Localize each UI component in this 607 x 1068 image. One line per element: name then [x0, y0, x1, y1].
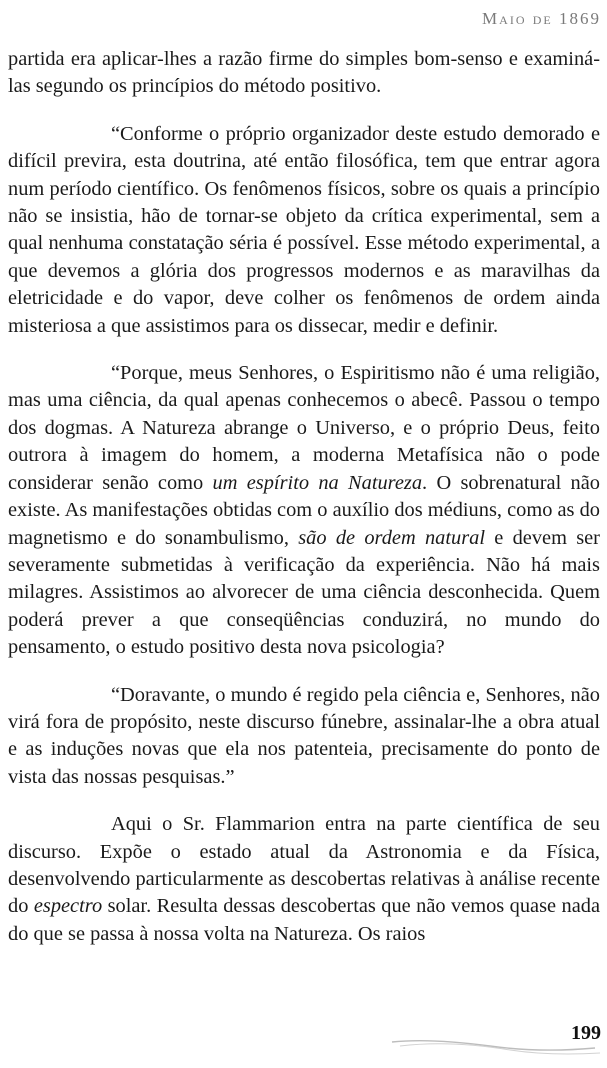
paragraph-text: “Conforme o próprio organizador deste estudo demorado e difícil previra, esta doutrina, até então filosófica, tem que entrar agora num período científico. Os fenômenos físicos, sobre os quais a princípio não se insistia, hão de tornar-se objeto da crítica experimental, sem a qual nenhuma constatação séria é possível. Esse método experimental, a que devemos a glória dos progressos modernos e as maravilhas da eletricidade e do vapor, deve colher os fenômenos de ordem ainda misteriosa a que assistimos para os dissecar, medir e definir. — [8, 122, 600, 337]
page-number: 199 — [571, 1022, 601, 1044]
page-body — [8, 46, 600, 948]
paragraph-narration — [8, 811, 600, 948]
paragraph-text: e devem ser severamente submetidas à verificação da experiência. Não há mais milagres. Assistimos ao alvorecer de uma ciência desconhecida. Quem poderá prever a que conseqüências conduzirá, no mundo do pensamento, o estudo positivo desta nova psicologia? — [8, 526, 600, 659]
paragraph-text: “Porque, meus Senhores, o Espiritismo não é uma religião, mas uma ciência, da qual apenas conhecemos o abecê. Passou o tempo dos dogmas. A Natureza abrange o Universo, e o próprio Deus, feito outrora à imagem do homem, a moderna Metafísica não o pode considerar senão como — [8, 362, 600, 494]
italic-phrase: um espírito na Natureza — [212, 471, 423, 494]
paragraph-quote-science — [8, 360, 600, 661]
paragraph-continuation — [8, 46, 600, 101]
paragraph-quote-world — [8, 682, 600, 792]
paragraph-quote-method — [8, 121, 600, 340]
italic-phrase: são de ordem natural — [298, 526, 485, 549]
paragraph-text: . O sobrenatural não existe. As manifestações obtidas com o auxílio dos médiuns, como as do magnetismo e do sonambulismo, — [8, 471, 600, 549]
running-header: Maio de 1869 — [482, 9, 601, 28]
paragraph-text: partida era aplicar-lhes a razão firme do simples bom-senso e examiná-las segundo os princípios do método positivo. — [8, 48, 600, 98]
italic-phrase: espectro — [33, 895, 103, 918]
paragraph-text: Aqui o Sr. Flammarion entra na parte científica de seu discurso. Expõe o estado atual da Astronomia e da Física, desenvolvendo particularmente as descobertas relativas à análise recente do — [8, 813, 600, 918]
paragraph-text: solar. Resulta dessas descobertas que não vemos quase nada do que se passa à nossa volta na Natureza. Os raios — [8, 895, 600, 945]
paragraph-text: “Doravante, o mundo é regido pela ciência e, Senhores, não virá fora de propósito, neste discurso fúnebre, assinalar-lhe a obra atual e as induções novas que ela nos patenteia, precisamente do ponto de vista das nossas pesquisas.” — [8, 683, 600, 788]
